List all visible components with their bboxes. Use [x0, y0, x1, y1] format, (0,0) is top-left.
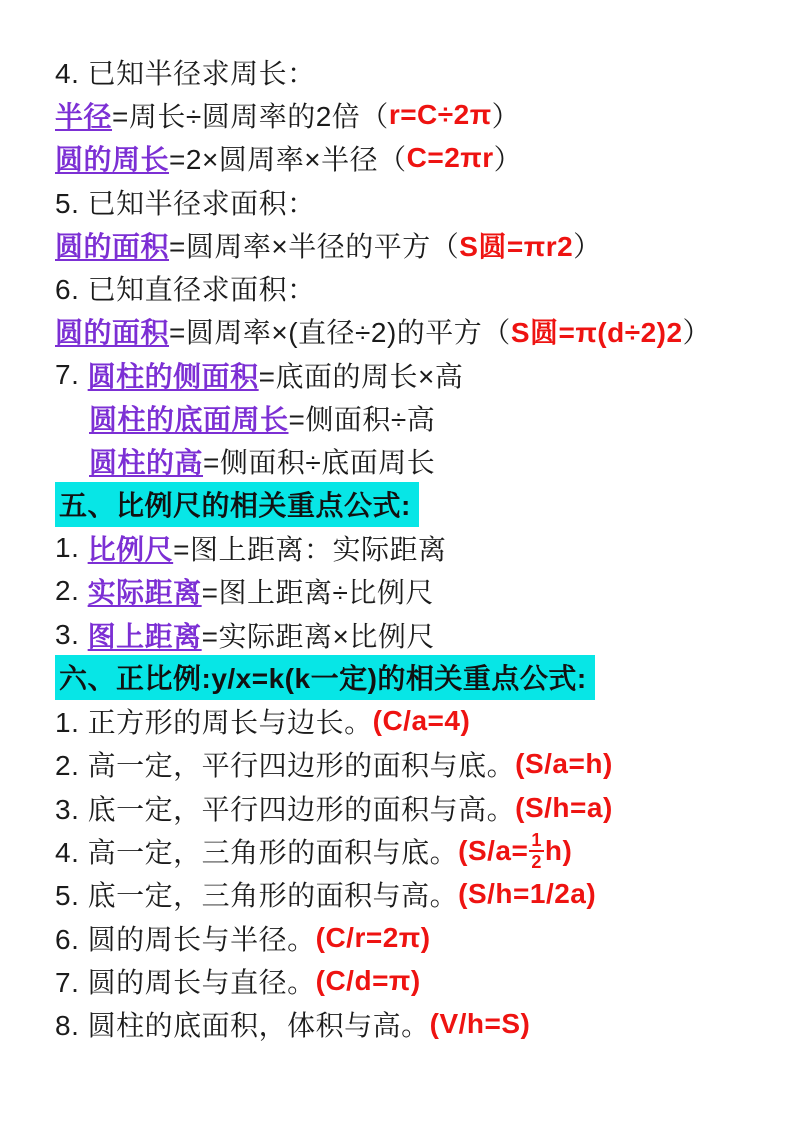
term-text: 圆的周长 [55, 144, 170, 176]
term-text: 图上距离 [87, 620, 202, 652]
formula-line [55, 310, 793, 353]
fraction [529, 831, 544, 871]
term-text: 圆柱的侧面积 [87, 360, 259, 392]
body-text: ） [491, 100, 521, 132]
term-text: 实际距离 [87, 577, 202, 609]
body-text: ） [573, 230, 602, 262]
section-heading-text: 五、比例尺的相关重点公式: [55, 482, 419, 527]
formula-line [55, 266, 793, 309]
formula-line [55, 223, 793, 266]
body-text: 3. [55, 618, 88, 650]
term-text: 圆柱的高 [89, 447, 204, 479]
body-text: 8. 圆柱的底面积，体积与高。 [55, 1010, 430, 1042]
body-text: =图上距离÷比例尺 [201, 577, 434, 609]
body-text: 3. 底一定，平行四边形的面积与高。 [55, 793, 516, 825]
body-text: =周长÷圆周率的2倍（ [112, 100, 389, 132]
section-heading [55, 483, 793, 526]
body-text: =底面的周长×高 [258, 360, 464, 392]
term-text: 半径 [55, 100, 113, 132]
body-text: 1. [55, 531, 88, 563]
formula-line [55, 440, 793, 483]
term-text: 圆的面积 [55, 317, 170, 349]
body-text: 7. 圆的周长与直径。 [55, 966, 316, 998]
body-text: 5. 已知半径求面积： [55, 187, 316, 219]
formula-line [55, 353, 793, 396]
formula-line [55, 959, 793, 1002]
body-text: =2×圆周率×半径（ [169, 144, 407, 176]
fraction-numerator: 1 [531, 829, 542, 850]
body-text: 5. 底一定，三角形的面积与高。 [55, 880, 459, 912]
formula-line [55, 786, 793, 829]
formula-line [55, 829, 793, 872]
formula-line [55, 916, 793, 959]
formula-text: C=2πr [406, 142, 494, 174]
body-text: 6. 已知直径求面积： [55, 274, 316, 306]
section-heading-text: 六、正比例:y/x=k(k一定)的相关重点公式: [55, 655, 595, 700]
formula-text: S圆=π(d÷2)2 [510, 317, 683, 349]
formula-text: (C/a=4) [372, 705, 471, 737]
formula-text: (C/r=2π) [315, 921, 431, 953]
body-text: =圆周率×半径的平方（ [169, 230, 460, 262]
formula-text: (S/h=1/2a) [458, 878, 597, 910]
body-text: ） [682, 317, 712, 349]
body-text: 4. 高一定，三角形的面积与底。 [55, 836, 459, 868]
formula-line [55, 137, 793, 180]
fraction-denominator: 2 [531, 851, 542, 872]
body-text: =侧面积÷高 [288, 404, 436, 436]
body-text: 2. 高一定，平行四边形的面积与底。 [55, 750, 516, 782]
formula-line [55, 570, 793, 613]
formula-text: S圆=πr2 [459, 230, 574, 262]
formula-text: (S/a= [458, 834, 529, 866]
formula-text: (C/d=π) [315, 964, 421, 996]
formula-line [55, 396, 793, 439]
term-text: 圆的面积 [55, 230, 170, 262]
body-text: ） [493, 144, 523, 176]
body-text: 2. [55, 575, 88, 607]
formula-line [55, 613, 793, 656]
formula-line [55, 526, 793, 569]
formula-line [55, 743, 793, 786]
term-text: 比例尺 [87, 533, 174, 565]
formula-line [55, 1003, 793, 1046]
formula-text: (S/a=h) [515, 748, 613, 780]
formula-line [55, 180, 793, 223]
body-text: =圆周率×(直径÷2)的平方（ [169, 317, 511, 349]
section-heading [55, 656, 793, 699]
formula-text: (S/h=a) [515, 791, 613, 823]
formula-line [55, 873, 793, 916]
formula-line [55, 50, 793, 93]
body-text: =图上距离：实际距离 [173, 533, 447, 565]
term-text: 圆柱的底面周长 [89, 404, 289, 436]
formula-line [55, 93, 793, 136]
body-text: =实际距离×比例尺 [201, 620, 435, 652]
formula-line [55, 699, 793, 742]
formula-text: (V/h=S) [429, 1008, 531, 1040]
body-text: 7. [55, 358, 88, 390]
body-text: 1. 正方形的周长与边长。 [55, 707, 373, 739]
body-text: =侧面积÷底面周长 [203, 447, 436, 479]
formula-text: h) [544, 834, 573, 866]
body-text: 4. 已知半径求周长： [55, 57, 316, 89]
body-text: 6. 圆的周长与半径。 [55, 923, 316, 955]
formula-text: r=C÷2π [388, 98, 492, 130]
